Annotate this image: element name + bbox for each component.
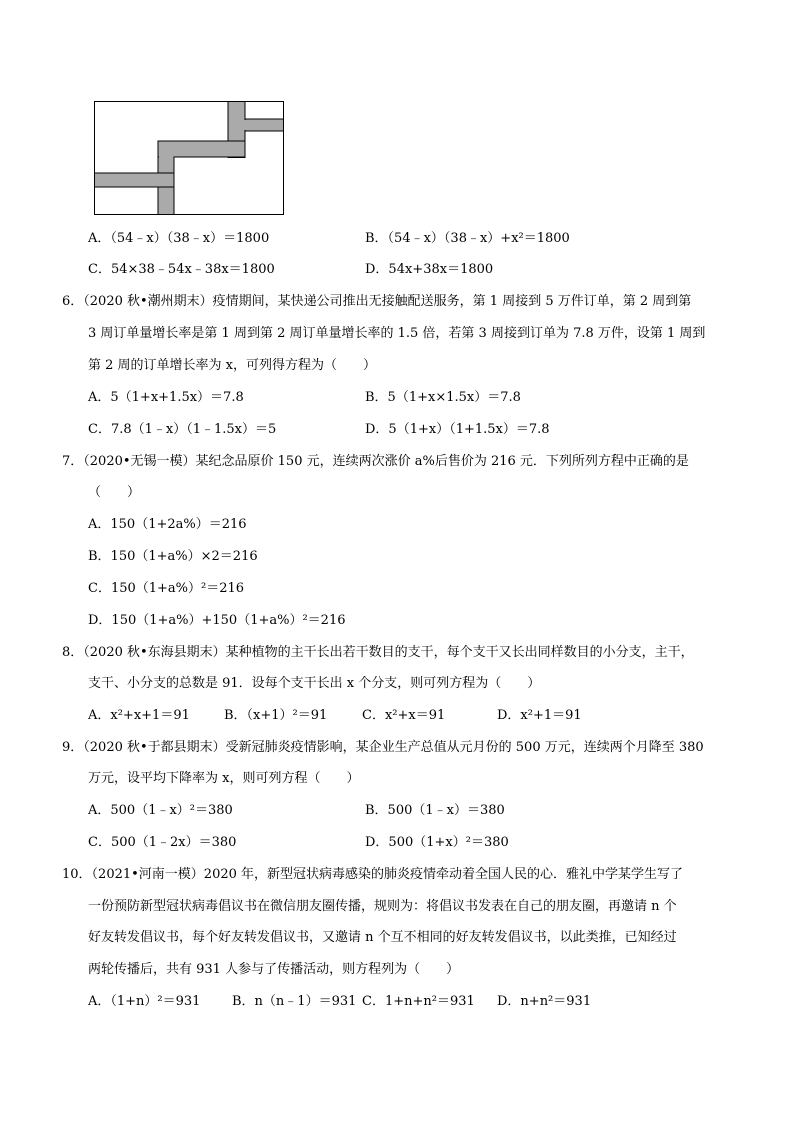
q6-option-a: A．5（1+x+1.5x）＝7.8	[88, 390, 244, 405]
field-border	[95, 102, 284, 215]
q10-option-a: A．（1+n）²＝931	[88, 994, 201, 1009]
q9-option-b: B．500（1﹣x）＝380	[365, 803, 505, 818]
q8-stem-line2: 支干、小分支的总数是 91．设每个支干长出 x 个分支，则可列方程为（ ）	[88, 676, 541, 691]
q8-option-d: D．x²+1＝91	[497, 708, 582, 723]
q6-option-b: B．5（1+x×1.5x）＝7.8	[365, 390, 521, 405]
q5-option-b: B．（54﹣x）（38﹣x）+x²＝1800	[365, 231, 570, 246]
q7-stem-line1: 7．（2020•无锡一模）某纪念品原价 150 元，连续两次涨价 a%后售价为 216 元．下列所列方程中正确的是	[62, 454, 689, 469]
q7-option-a: A．150（1+2a%）＝216	[88, 517, 247, 532]
q6-option-c: C．7.8（1﹣x）（1﹣1.5x）＝5	[88, 422, 277, 437]
q7-option-b: B．150（1+a%）×2＝216	[88, 549, 258, 564]
q9-stem-line2: 万元，设平均下降率为 x，则可列方程（ ）	[88, 771, 360, 786]
q7-option-c: C．150（1+a%）²＝216	[88, 581, 245, 596]
q8-option-c: C．x²+x＝91	[362, 708, 446, 723]
q6-option-d: D．5（1+x）（1+1.5x）＝7.8	[365, 422, 550, 437]
q9-option-a: A．500（1﹣x）²＝380	[88, 803, 233, 818]
q5-option-a: A．（54﹣x）（38﹣x）＝1800	[88, 231, 270, 246]
q10-option-d: D．n+n²＝931	[497, 994, 592, 1009]
q10-option-c: C．1+n+n²＝931	[362, 994, 475, 1009]
q8-option-a: A．x²+x+1＝91	[88, 708, 190, 723]
q9-option-c: C．500（1﹣2x）＝380	[88, 835, 237, 850]
q6-stem-line1: 6．（2020 秋•潮州期末）疫情期间，某快递公司推出无接触配送服务，第 1 周接到 5 万件订单，第 2 周到第	[62, 294, 692, 309]
road-shape	[95, 102, 284, 215]
q9-stem-line1: 9．（2020 秋•于都县期末）受新冠肺炎疫情影响，某企业生产总值从元月份的 500 万元，连续两个月降至 380	[62, 740, 704, 755]
q8-option-b: B．（x+1）²＝91	[224, 708, 328, 723]
q7-option-d: D．150（1+a%）+150（1+a%）²＝216	[88, 613, 346, 628]
q9-option-d: D．500（1+x）²＝380	[365, 835, 509, 850]
q5-option-c: C．54×38﹣54x﹣38x＝1800	[88, 262, 275, 277]
q5-option-d: D．54x+38x＝1800	[365, 262, 494, 277]
q6-stem-line3: 第 2 周的订单增长率为 x，可列得方程为（ ）	[88, 358, 376, 373]
q6-stem-line2: 3 周订单量增长率是第 1 周到第 2 周订单量增长率的 1.5 倍，若第 3 周接到订单为 7.8 万件，设第 1 周到	[88, 326, 706, 341]
q10-option-b: B．n（n﹣1）＝931	[232, 994, 357, 1009]
field-road-figure	[94, 101, 284, 215]
q10-stem-line4: 两轮传播后，共有 931 人参与了传播活动，则方程列为（ ）	[88, 962, 460, 977]
q10-stem-line2: 一份预防新型冠状病毒倡议书在微信朋友圈传播，规则为：将倡议书发表在自己的朋友圈，再邀请 n 个	[88, 899, 677, 914]
q8-stem-line1: 8．（2020 秋•东海县期末）某种植物的主干长出若干数目的支干，每个支干又长出同样数目的小分支，主干，	[62, 645, 694, 660]
q10-stem-line3: 好友转发倡议书，每个好友转发倡议书，又邀请 n 个互不相同的好友转发倡议书，以此类推，已知经过	[88, 930, 677, 945]
q7-stem-line2: （ ）	[88, 485, 141, 500]
q10-stem-line1: 10．（2021•河南一模）2020 年，新型冠状病毒感染的肺炎疫情牵动着全国人民的心．雅礼中学某学生写了	[62, 867, 684, 882]
